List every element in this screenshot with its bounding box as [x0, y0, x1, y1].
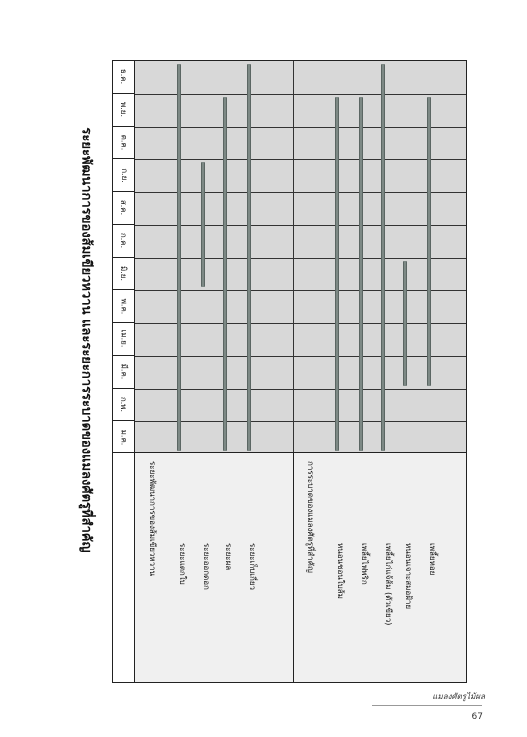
month-cell: [113, 127, 135, 160]
month-cell: [113, 159, 135, 192]
row-label: ระยะแตกใบ: [178, 543, 187, 585]
month-cell: [113, 61, 135, 94]
month-gridline: [135, 94, 466, 95]
row-labels-area: [134, 453, 467, 683]
month-gridline: [135, 225, 466, 226]
month-header-column: [112, 60, 134, 453]
month-gridline: [135, 389, 466, 390]
row-label: หนอนชอนใบส้ม: [336, 543, 345, 599]
month-label: ส.ค.: [119, 200, 129, 216]
period-bar: [403, 261, 407, 386]
footer-rule: [372, 705, 482, 706]
month-gridline: [135, 323, 466, 324]
month-label: ก.พ.: [119, 396, 129, 412]
section-heading: ระยะพัฒนาการของส้มเขียวหวาน: [148, 461, 157, 577]
period-bar: [359, 97, 363, 451]
month-label: พ.ค.: [119, 298, 129, 314]
page-number: 67: [471, 712, 483, 722]
period-bar: [381, 64, 385, 451]
month-cell: [113, 421, 135, 454]
row-label: เพลี้ยไก่แจ้ส้ม (ตัวเขียว): [384, 543, 393, 626]
period-bar: [177, 64, 181, 451]
period-bar: [427, 97, 431, 386]
month-label: ต.ค.: [119, 134, 129, 151]
month-gridline: [135, 127, 466, 128]
footer-category: แมลงศัตรูไม้ผล: [432, 692, 485, 701]
timeline-chart: [134, 60, 467, 453]
section-divider: [293, 453, 294, 682]
month-cell: [113, 290, 135, 323]
row-label: หนอนเจาะสมอฝ้าย: [404, 543, 413, 610]
month-cell: [113, 94, 135, 127]
month-label: ม.ค.: [119, 429, 129, 445]
section-divider-line: [293, 61, 294, 452]
month-gridline: [135, 159, 466, 160]
month-label: เม.ย.: [119, 329, 129, 348]
month-gridline: [135, 421, 466, 422]
page-title: ระยะพัฒนาการของส้มเขียวหวาน และระยะการระบาดของแมลงศัตรูที่สำคัญ: [78, 127, 94, 553]
month-cell: [113, 323, 135, 356]
period-bar: [335, 97, 339, 451]
row-label: ระยะผล: [224, 543, 233, 571]
period-bar: [247, 64, 251, 451]
month-label: มี.ค.: [119, 363, 129, 380]
period-bar: [201, 162, 205, 287]
month-gridline: [135, 192, 466, 193]
month-cell: [113, 356, 135, 389]
row-label: เพลี้ยไฟพริก: [360, 543, 369, 585]
month-cell: [113, 192, 135, 225]
section-heading: การระบาดของแมลงศัตรูที่สำคัญ: [306, 461, 315, 573]
month-label: มิ.ย.: [119, 265, 129, 281]
month-cell: [113, 258, 135, 291]
month-label: พ.ย.: [119, 102, 129, 118]
row-label: ระยะออกดอก: [202, 543, 211, 590]
month-label: ก.ค.: [119, 232, 129, 249]
row-label: ระยะเก็บเกี่ยว: [248, 543, 257, 590]
page-title-wrap: [70, 60, 104, 620]
section-header-spacer: [112, 453, 134, 683]
month-cell: [113, 225, 135, 258]
month-label: ก.ย.: [119, 167, 129, 183]
month-label: ธ.ค.: [119, 69, 129, 85]
period-bar: [223, 97, 227, 451]
month-gridline: [135, 356, 466, 357]
row-label: เพลี้ยหอย: [428, 543, 437, 576]
month-cell: [113, 389, 135, 422]
month-gridline: [135, 258, 466, 259]
month-gridline: [135, 290, 466, 291]
